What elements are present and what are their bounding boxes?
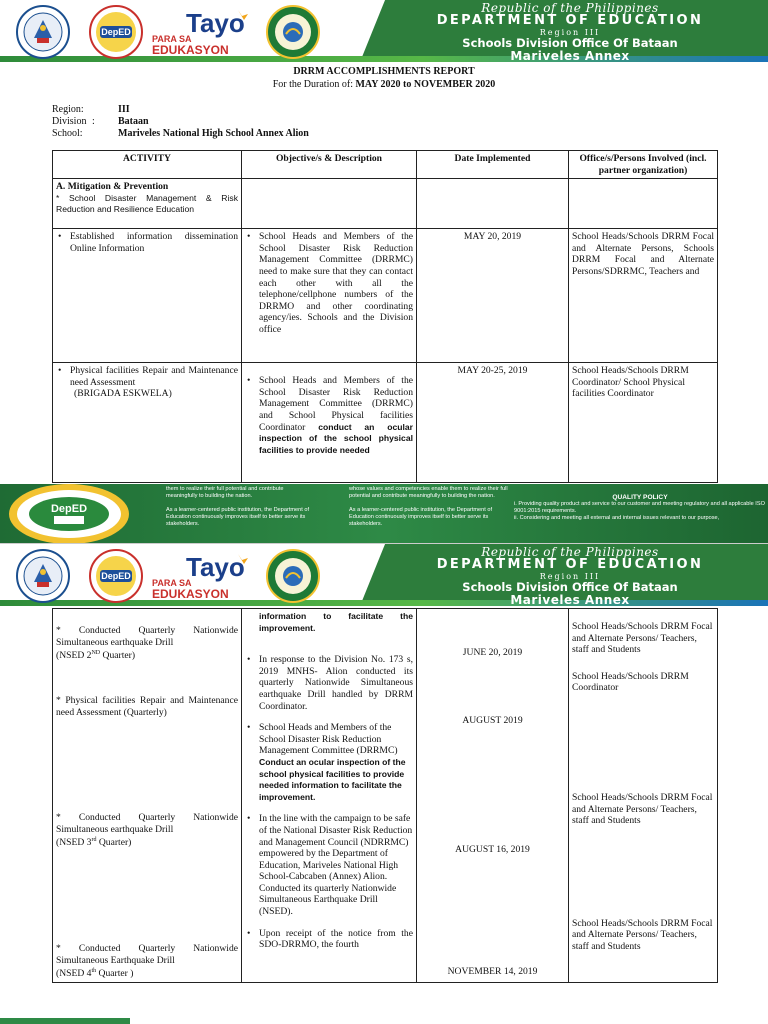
- deped-seal-logo: [4, 4, 82, 65]
- department-line: DEPARTMENT OF EDUCATION: [436, 13, 704, 28]
- annex-line: Mariveles Annex: [510, 593, 630, 607]
- svg-text:Tayo: Tayo: [186, 8, 245, 38]
- activity-text-a: Physical facilities Repair and Maintenance need Assessment: [70, 365, 238, 388]
- division-seal-logo: [258, 4, 328, 65]
- objective-text: [245, 375, 413, 456]
- empty-cell: [569, 179, 718, 229]
- date-text: AUGUST 16, 2019: [455, 844, 530, 856]
- objective-cell: [242, 363, 417, 483]
- svg-text:EDUKASYON: EDUKASYON: [152, 587, 229, 601]
- footer-stub: [0, 1018, 130, 1024]
- office-cell: School Heads/Schools DRRM Coordinator/ School Physical facilities Coordinator: [569, 363, 718, 483]
- objective-cell: [242, 229, 417, 363]
- division-office-line: Schools Division Office Of Bataan: [462, 36, 678, 50]
- address-line: Address: San Carlos Mariveles, Bataan: [473, 607, 667, 618]
- quarter-text: Quarter): [96, 837, 132, 849]
- section-a-title: A. Mitigation & Prevention: [56, 181, 169, 193]
- date-text: NOVEMBER 14, 2019: [447, 965, 538, 977]
- address-line: Address: San Carlos Mariveles, Bataan: [473, 63, 667, 74]
- header-objective: Objective/s & Description: [242, 151, 417, 179]
- quarter-text: (NSED 4: [56, 968, 92, 980]
- activity-quarter: [56, 648, 238, 662]
- quality-policy-item: i. Providing quality product and service to our customer and meeting regulatory and all applicable ISO 9001:2015 requirements.: [514, 501, 765, 514]
- activity-quarter: [56, 966, 238, 980]
- footer-quality-policy: [514, 494, 766, 522]
- svg-text:Tayo: Tayo: [186, 552, 245, 582]
- activity-cell: [53, 229, 242, 363]
- objective-text: • In the line with the campaign to be safe of the National Disaster Risk Reduction and Management Council (NDRRMC) empowered by the Department of Education, Mariveles National High School-Cabcaben (Annex) Alion. Conducted its quarterly Nationwide Simultaneous Earthquake Drill (NSED).: [245, 813, 413, 917]
- annex-line: Mariveles Annex: [510, 49, 630, 63]
- date-text: AUGUST 2019: [462, 714, 523, 726]
- deped-logo: [84, 548, 148, 609]
- quarter-text: Quarter ): [96, 968, 134, 980]
- date-text: JUNE 20, 2019: [462, 647, 523, 658]
- objective-cell: [242, 609, 417, 983]
- header-date: Date Implemented: [417, 151, 569, 179]
- svg-text:PARA SA: PARA SA: [152, 34, 192, 44]
- department-line: DEPARTMENT OF EDUCATION: [436, 557, 704, 572]
- page-footer: [0, 484, 768, 543]
- header-office: Office/s/Persons Involved (incl. partner organization): [569, 151, 718, 179]
- region-line: Region III: [539, 572, 601, 581]
- quality-policy-title: QUALITY POLICY: [612, 494, 668, 501]
- activities-table-continued: [52, 608, 718, 983]
- division-value: Bataan: [118, 116, 149, 127]
- tayo-edukasyon-logo: [150, 550, 254, 607]
- region-value: III: [118, 104, 130, 115]
- table-row: [53, 609, 718, 983]
- deped-logo: [84, 4, 148, 65]
- objective-text: • School Heads and Members of the School Disaster Risk Reduction Management Committee (DRRMC) need to make sure that they can contact each other with all the telephone/cellphone numbers of the DRRMO and other coordinating agency/ies. Schools and the Division office: [245, 231, 413, 335]
- duration-label: For the Duration of:: [272, 79, 353, 90]
- quarter-sup: rd: [91, 837, 97, 844]
- division-info: [52, 116, 149, 128]
- section-a-subtitle: * School Disaster Management & Risk Reduction and Resilience Education: [56, 192, 238, 215]
- office-text: School Heads/Schools DRRM Focal and Alternate Persons/ Teachers, staff and Students: [572, 917, 713, 952]
- duration-value: MAY 2020 to NOVEMBER 2020: [355, 79, 496, 90]
- quarter-text: Quarter): [100, 650, 136, 662]
- svg-text:DepED: DepED: [101, 27, 131, 37]
- activity-quarter: [56, 835, 238, 849]
- section-a-cell: [53, 179, 242, 229]
- office-text: School Heads/Schools DRRM Focal and Alternate Persons/ Teachers, staff and Students: [572, 791, 713, 827]
- objective-text-a: School Heads and Members of the School Disaster Risk Reduction Management Committee (DRRMC): [259, 722, 398, 757]
- division-label: Division: [52, 116, 87, 127]
- activities-table: [52, 150, 718, 483]
- footer-text: As a learner-centered public institution, the Department of Education continuously improves itself to better serve its stakeholders.: [349, 507, 493, 527]
- republic-line: Republic of the Philippines: [481, 545, 659, 559]
- empty-cell: [242, 179, 417, 229]
- quarter-sup: ND: [91, 650, 101, 657]
- activity-text: * Conducted Quarterly Nationwide Simultaneous earthquake Drill: [56, 812, 238, 835]
- svg-text:DepED: DepED: [101, 571, 131, 581]
- quarter-text: (NSED 2: [56, 650, 92, 662]
- objective-text-b: conduct an ocular inspection of the school physical facilities to provide needed: [259, 421, 414, 455]
- quarter-sup: th: [91, 968, 97, 975]
- objective-text: [245, 722, 413, 803]
- activity-text: * Physical facilities Repair and Maintenance need Assessment (Quarterly): [56, 694, 238, 718]
- office-text: School Heads/Schools DRRM Focal and Alternate Persons/ Teachers, staff and Students: [572, 621, 713, 656]
- footer-text: whose values and competencies enable them to realize their full potential and contribute meaningfully to building the nation.: [349, 486, 508, 499]
- table-header-row: [53, 151, 718, 179]
- activity-text: • Established information dissemination Online Information: [56, 231, 238, 254]
- division-seal-logo: [258, 548, 328, 609]
- quarter-text: (NSED 3: [56, 837, 92, 849]
- deped-seal-logo: [4, 548, 82, 609]
- header-activity: ACTIVITY: [53, 151, 242, 179]
- deped-footer-logo: [6, 484, 132, 543]
- school-value: Mariveles National High School Annex Alion: [118, 128, 309, 139]
- office-cell: School Heads/Schools DRRM Focal and Alternate Persons, Schools DRRM Focal and Alternate Persons/SDRRMC, Teachers and: [569, 229, 718, 363]
- letterhead: [0, 544, 768, 618]
- document-page-2: [0, 543, 768, 1024]
- division-office-line: Schools Division Office Of Bataan: [462, 580, 678, 594]
- letterhead-text: [380, 2, 760, 74]
- activity-cell: [53, 363, 242, 483]
- quality-policy-item: ii. Considering and meeting all external and internal issues relevant to our purpose,: [514, 515, 720, 521]
- section-a-row: [53, 179, 718, 229]
- date-cell: MAY 20, 2019: [417, 229, 569, 363]
- objective-text: • Upon receipt of the notice from the SDO-DRRMO, the fourth: [245, 928, 413, 951]
- division-colon: :: [92, 116, 95, 127]
- activity-text: * Conducted Quarterly Nationwide Simultaneous Earthquake Drill: [56, 943, 238, 966]
- report-title: DRRM ACCOMPLISHMENTS REPORT: [293, 66, 475, 77]
- school-info: [52, 128, 309, 140]
- footer-text: As a learner-centered public institution, the Department of Education continuously improves itself to better serve its stakeholders.: [166, 507, 310, 527]
- date-cell: MAY 20-25, 2019: [417, 363, 569, 483]
- region-label: Region:: [52, 104, 84, 115]
- table-row: [53, 229, 718, 363]
- tayo-edukasyon-logo: [150, 6, 254, 63]
- region-info: [52, 104, 130, 116]
- objective-text: • In response to the Division No. 173 s, 2019 MNHS- Alion conducted its quarterly Nationwide Simultaneous earthquake Drill handled by DRRM Coordinator.: [245, 654, 413, 712]
- svg-text:DepED: DepED: [50, 503, 88, 515]
- svg-text:PARA SA: PARA SA: [152, 578, 192, 588]
- objective-text-b: Conduct an ocular inspection of the school physical facilities to provide needed information to facilitate the improvement.: [259, 756, 406, 802]
- empty-cell: [417, 179, 569, 229]
- activity-text: [56, 365, 238, 400]
- objective-text-a: School Heads and Members of the School Disaster Risk Reduction Management Committee (DRRMC) and School Physical facilities Coordinator: [259, 375, 413, 433]
- activity-text: * Conducted Quarterly Nationwide Simultaneous earthquake Drill: [56, 625, 238, 648]
- office-cell: [569, 609, 718, 983]
- report-duration: [0, 79, 768, 90]
- date-cell: [417, 609, 569, 983]
- republic-line: Republic of the Philippines: [481, 1, 659, 15]
- school-label: School:: [52, 128, 83, 139]
- objective-continued: information to facilitate the improvement.: [259, 611, 413, 633]
- office-text: School Heads/Schools DRRM Coordinator: [572, 670, 689, 694]
- footer-text: them to realize their full potential and contribute meaningfully to building the nation.: [166, 486, 284, 499]
- svg-text:EDUKASYON: EDUKASYON: [152, 43, 229, 57]
- region-line: Region III: [539, 28, 601, 37]
- activity-text-b: (BRIGADA ESKWELA): [74, 388, 172, 400]
- footer-mission: [349, 486, 514, 528]
- table-row: [53, 363, 718, 483]
- footer-vision: [166, 486, 316, 528]
- activity-cell: [53, 609, 242, 983]
